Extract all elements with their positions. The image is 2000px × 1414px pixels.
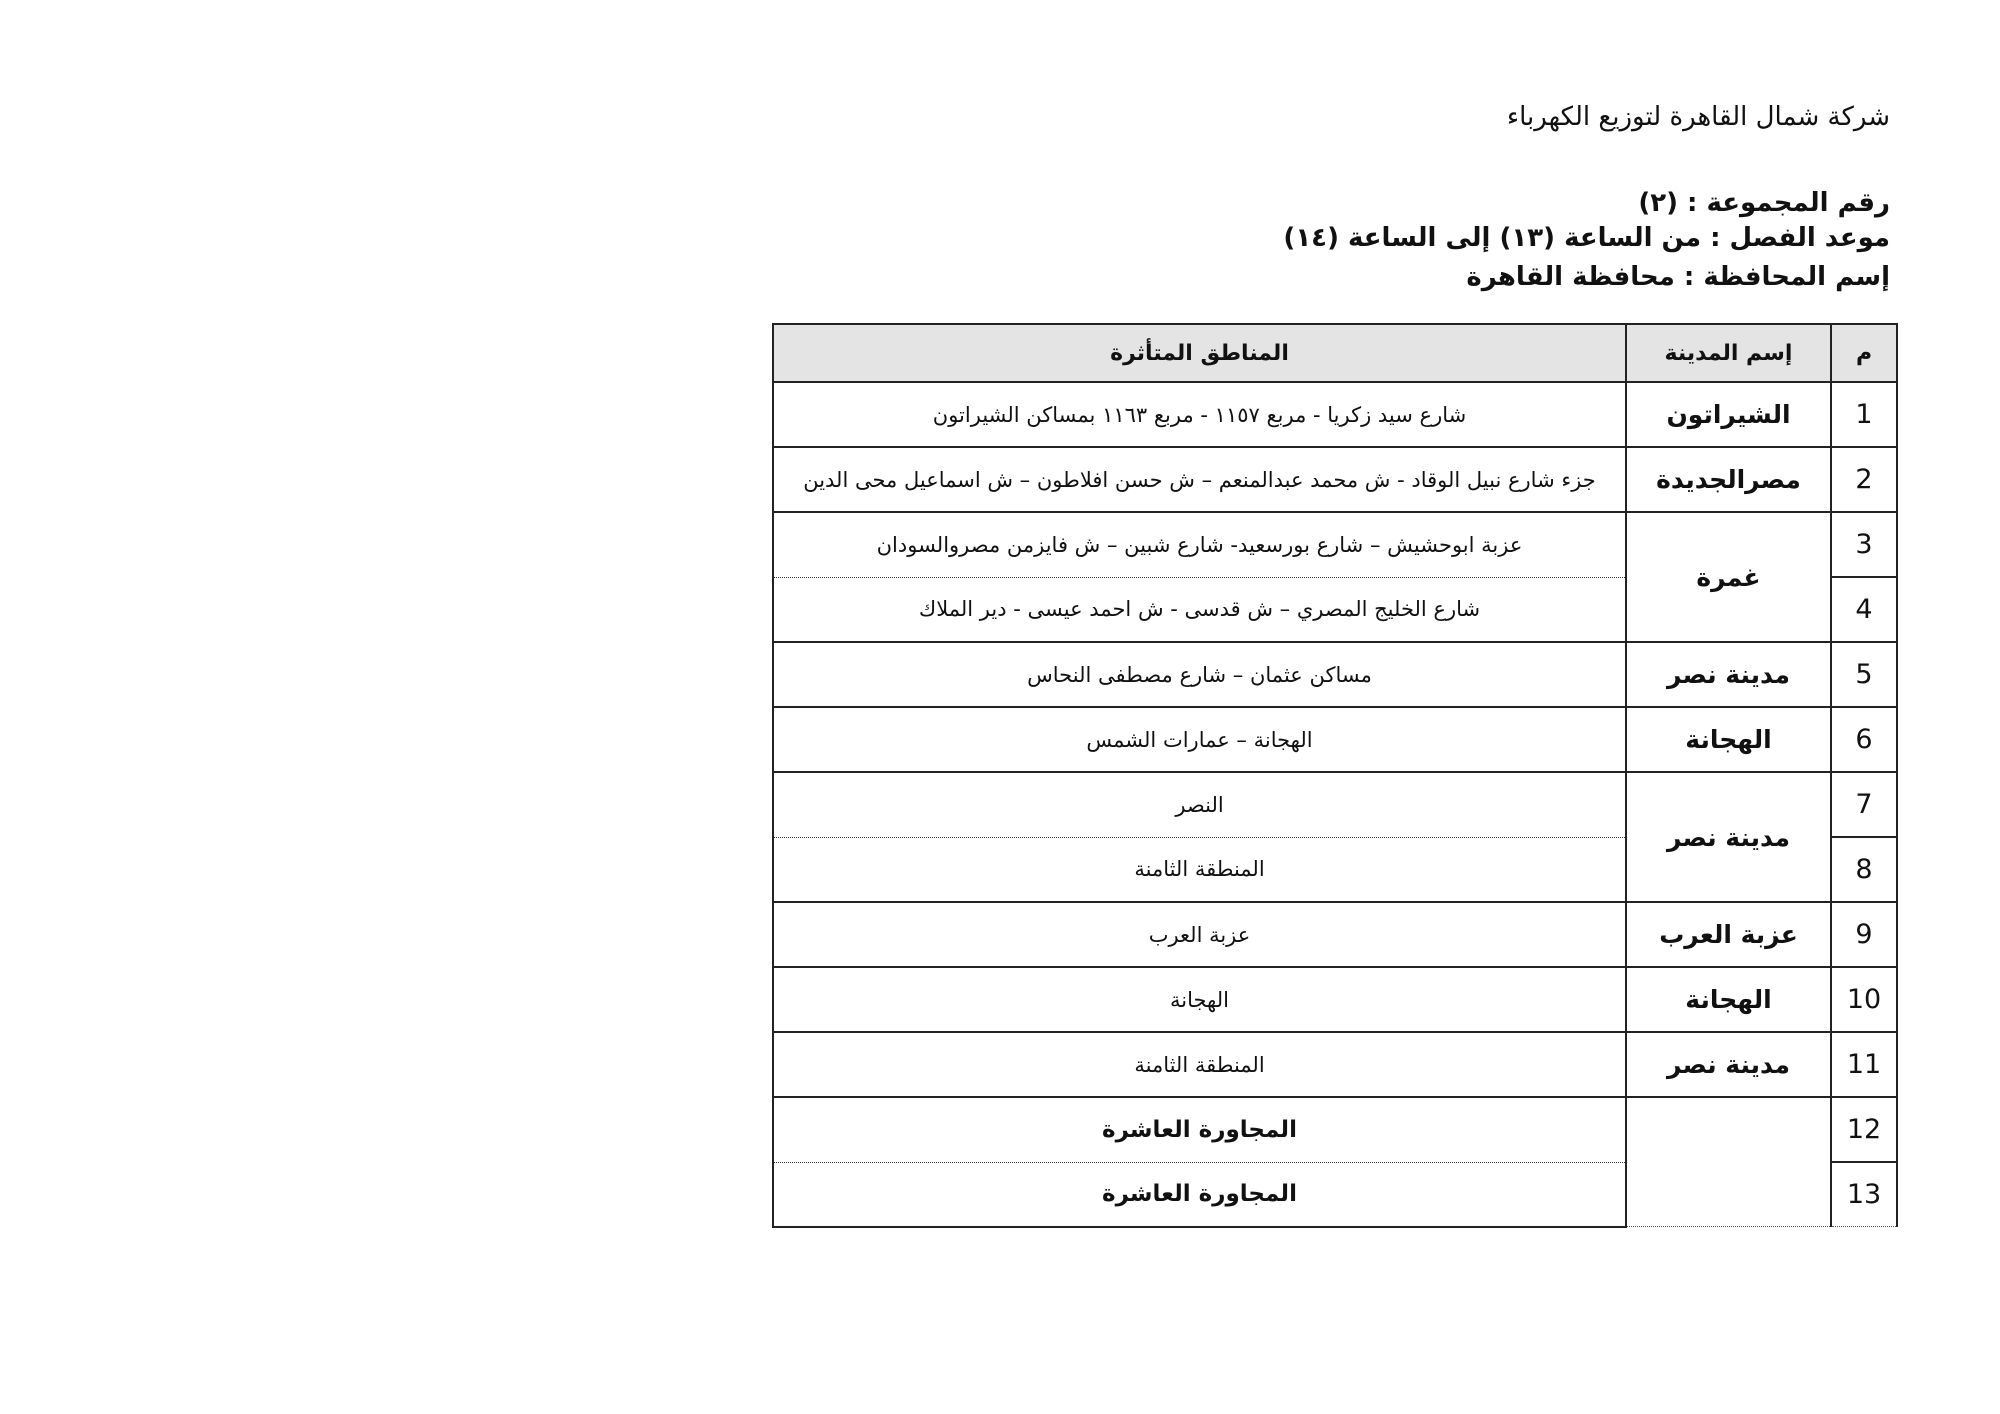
table-row bbox=[773, 382, 1897, 447]
row-number: 4 bbox=[1831, 577, 1897, 642]
affected-areas: شارع سيد زكريا - مربع ١١٥٧ - مربع ١١٦٣ بمساكن الشيراتون bbox=[773, 382, 1626, 447]
affected-areas: المنطقة الثامنة bbox=[773, 1032, 1626, 1097]
table-row bbox=[773, 967, 1897, 1032]
row-number: 3 bbox=[1831, 512, 1897, 577]
city-name: الهجانة bbox=[1626, 967, 1831, 1032]
group-number: رقم المجموعة : (٢) bbox=[1638, 188, 1890, 218]
row-number: 7 bbox=[1831, 772, 1897, 837]
city-name: مصرالجديدة bbox=[1626, 447, 1831, 512]
row-number: 13 bbox=[1831, 1162, 1897, 1227]
affected-areas: المنطقة الثامنة bbox=[773, 837, 1626, 902]
table-row bbox=[773, 707, 1897, 772]
header-num: م bbox=[1831, 324, 1897, 382]
affected-areas: جزء شارع نبيل الوقاد - ش محمد عبدالمنعم – ش حسن افلاطون – ش اسماعيل محى الدين bbox=[773, 447, 1626, 512]
row-number: 8 bbox=[1831, 837, 1897, 902]
affected-areas: الهجانة – عمارات الشمس bbox=[773, 707, 1626, 772]
row-number: 1 bbox=[1831, 382, 1897, 447]
row-number: 12 bbox=[1831, 1097, 1897, 1162]
row-number: 2 bbox=[1831, 447, 1897, 512]
outage-table bbox=[772, 323, 1898, 1228]
affected-areas: شارع الخليج المصري – ش قدسى - ش احمد عيسى - دير الملاك bbox=[773, 577, 1626, 642]
row-number: 9 bbox=[1831, 902, 1897, 967]
affected-areas: المجاورة العاشرة bbox=[773, 1097, 1626, 1162]
city-name: غمرة bbox=[1626, 512, 1831, 642]
city-name: الهجانة bbox=[1626, 707, 1831, 772]
table-row bbox=[773, 902, 1897, 967]
row-number: 10 bbox=[1831, 967, 1897, 1032]
table-row bbox=[773, 642, 1897, 707]
city-name bbox=[1626, 1097, 1831, 1227]
header-city: إسم المدينة bbox=[1626, 324, 1831, 382]
row-number: 5 bbox=[1831, 642, 1897, 707]
affected-areas: الهجانة bbox=[773, 967, 1626, 1032]
affected-areas: عزبة العرب bbox=[773, 902, 1626, 967]
header-areas: المناطق المتأثرة bbox=[773, 324, 1626, 382]
row-number: 11 bbox=[1831, 1032, 1897, 1097]
table-row bbox=[773, 1032, 1897, 1097]
row-number: 6 bbox=[1831, 707, 1897, 772]
table-header-row bbox=[773, 324, 1897, 382]
city-name: مدينة نصر bbox=[1626, 642, 1831, 707]
city-name: مدينة نصر bbox=[1626, 1032, 1831, 1097]
city-name: الشيراتون bbox=[1626, 382, 1831, 447]
affected-areas: النصر bbox=[773, 772, 1626, 837]
city-name: عزبة العرب bbox=[1626, 902, 1831, 967]
governorate-name: إسم المحافظة : محافظة القاهرة bbox=[1466, 262, 1890, 292]
affected-areas: المجاورة العاشرة bbox=[773, 1162, 1626, 1227]
table-row bbox=[773, 1097, 1897, 1162]
table-row bbox=[773, 447, 1897, 512]
table-row bbox=[773, 772, 1897, 837]
affected-areas: عزبة ابوحشيش – شارع بورسعيد- شارع شبين – ش فايزمن مصروالسودان bbox=[773, 512, 1626, 577]
city-name: مدينة نصر bbox=[1626, 772, 1831, 902]
company-name: شركة شمال القاهرة لتوزيع الكهرباء bbox=[1506, 102, 1890, 132]
cutoff-time: موعد الفصل : من الساعة (١٣) إلى الساعة (١٤) bbox=[1283, 223, 1890, 253]
affected-areas: مساكن عثمان – شارع مصطفى النحاس bbox=[773, 642, 1626, 707]
table-row bbox=[773, 512, 1897, 577]
